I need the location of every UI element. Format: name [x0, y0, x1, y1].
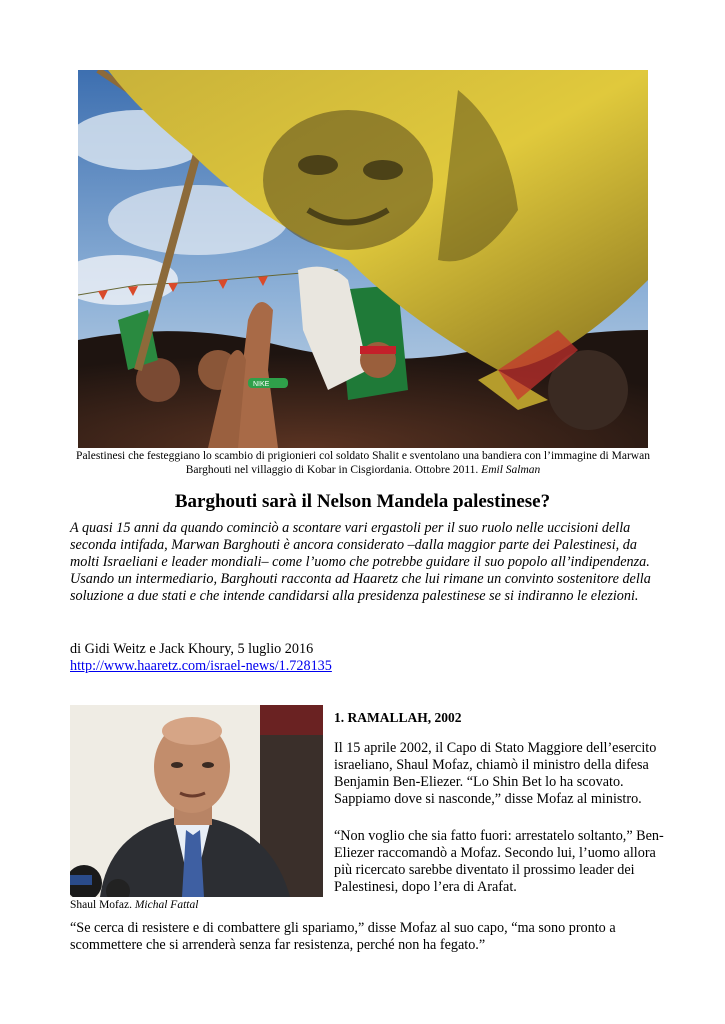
- article-title: Barghouti sarà il Nelson Mandela palestinese?: [174, 491, 551, 512]
- portrait-photo: [70, 705, 323, 897]
- crowd-flag-photo: [78, 70, 648, 448]
- paragraph-3: “Se cerca di resistere e di combattere gli spariamo,” disse Mofaz al suo capo, “ma sono pronto a scommettere che si arrenderà senza far resistenza, perché non ha fegato.”: [70, 920, 616, 953]
- caption-text: Palestinesi che festeggiano lo scambio di prigionieri col soldato Shalit e sventolano una bandiera con l’immagine di Marwan Barghouti nel villaggio di Kobar in Cisgiordania. Ottobre 2011.: [76, 450, 650, 476]
- caption-credit: Emil Salman: [481, 464, 541, 476]
- side-caption-text: Shaul Mofaz.: [70, 899, 135, 911]
- article-lead: A quasi 15 anni da quando cominciò a scontare vari ergastoli per il suo ruolo nelle uccisioni della seconda intifada, Marwan Barghouti è ancora considerato –dalla maggior parte dei Palestinesi, da molti Israeliani e leader mondiali– come l’uomo che potrebbe guidare il suo popolo all’indipendenza. Usando un intermediario, Barghouti racconta ad Haaretz che lui rimane un convinto sostenitore della soluzione a due stati e che intende candidarsi alla presidenza palestinese se si indiranno le elezioni.: [70, 520, 651, 604]
- main-photo-caption: [70, 449, 656, 477]
- article-byline: [70, 641, 660, 675]
- source-link[interactable]: http://www.haaretz.com/israel-news/1.728135: [70, 658, 332, 674]
- paragraph-2: “Non voglio che sia fatto fuori: arrestatelo soltanto,” Ben-Eliezer raccomandò a Mofaz. Secondo lui, l’uomo allora più ricercato sarebbe diventato il prossimo leader dei Palestinesi, dopo l’era di Arafat.: [334, 828, 664, 895]
- side-photo-caption: [70, 898, 198, 912]
- side-caption-credit: Michal Fattal: [134, 899, 199, 911]
- section-heading: 1. RAMALLAH, 2002: [334, 710, 462, 725]
- paragraph-1: Il 15 aprile 2002, il Capo di Stato Maggiore dell’esercito israeliano, Shaul Mofaz, chiamò il ministro della difesa Benjamin Ben-Eliezer. “Lo Shin Bet lo ha scovato. Sappiamo dove si nasconde,” disse Mofaz al ministro.: [334, 740, 657, 807]
- main-photo: [78, 70, 648, 448]
- side-photo: [70, 705, 323, 897]
- svg-text:NIKE: NIKE: [253, 381, 270, 388]
- byline-text: di Gidi Weitz e Jack Khoury, 5 luglio 2016: [70, 641, 314, 657]
